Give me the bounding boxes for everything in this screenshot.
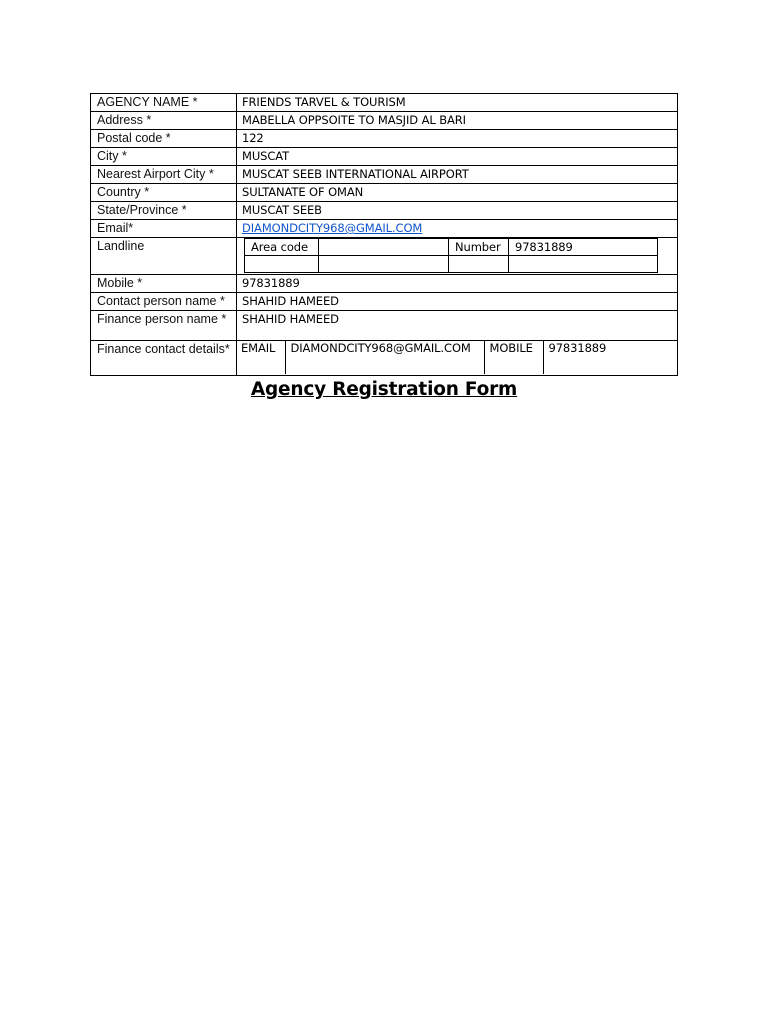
table-row	[91, 275, 678, 293]
country-label: Country *	[91, 184, 237, 202]
finance-email-label: EMAIL	[241, 341, 276, 355]
table-row	[91, 238, 678, 275]
area-code-value	[319, 239, 449, 256]
finance-email-value: DIAMONDCITY968@GMAIL.COM	[285, 340, 484, 374]
table-row	[91, 148, 678, 166]
postal-code-value: 122	[237, 130, 678, 148]
agency-name-label: AGENCY NAME *	[91, 94, 237, 112]
state-province-label: State/Province *	[91, 202, 237, 220]
finance-contact-cell	[237, 341, 678, 376]
city-value: MUSCAT	[237, 148, 678, 166]
table-row	[91, 112, 678, 130]
finance-mobile-label: MOBILE	[484, 340, 543, 374]
landline-empty-cell	[449, 256, 509, 273]
nearest-airport-label: Nearest Airport City *	[91, 166, 237, 184]
table-row	[91, 311, 678, 341]
landline-empty-cell	[509, 256, 658, 273]
table-row	[91, 184, 678, 202]
finance-contact-label: Finance contact details*	[91, 341, 237, 376]
finance-mobile-value: 97831889	[543, 340, 677, 374]
table-row	[91, 202, 678, 220]
landline-subtable	[244, 238, 658, 273]
email-label: Email*	[91, 220, 237, 238]
table-row	[91, 341, 678, 376]
agency-name-value: FRIENDS TARVEL & TOURISM	[237, 94, 678, 112]
contact-person-label: Contact person name *	[91, 293, 237, 311]
email-value-cell	[237, 220, 678, 238]
number-value: 97831889	[509, 239, 658, 256]
address-value: MABELLA OPPSOITE TO MASJID AL BARI	[237, 112, 678, 130]
landline-empty-cell	[319, 256, 449, 273]
contact-person-value: SHAHID HAMEED	[237, 293, 678, 311]
table-row	[91, 293, 678, 311]
city-label: City *	[91, 148, 237, 166]
landline-label: Landline	[91, 238, 237, 275]
postal-code-label: Postal code *	[91, 130, 237, 148]
mobile-label: Mobile *	[91, 275, 237, 293]
agency-registration-table	[90, 93, 678, 376]
finance-contact-subtable	[236, 340, 677, 374]
email-link[interactable]: DIAMONDCITY968@GMAIL.COM	[242, 221, 423, 235]
nearest-airport-value: MUSCAT SEEB INTERNATIONAL AIRPORT	[237, 166, 678, 184]
finance-person-label: Finance person name *	[91, 311, 237, 341]
landline-cell	[237, 238, 678, 275]
page-title: Agency Registration Form	[250, 379, 518, 400]
table-row	[91, 130, 678, 148]
area-code-label: Area code	[245, 239, 319, 256]
landline-empty-cell	[245, 256, 319, 273]
table-row	[91, 166, 678, 184]
mobile-value: 97831889	[237, 275, 678, 293]
address-label: Address *	[91, 112, 237, 130]
state-province-value: MUSCAT SEEB	[237, 202, 678, 220]
country-value: SULTANATE OF OMAN	[237, 184, 678, 202]
table-row	[91, 220, 678, 238]
number-label: Number	[449, 239, 509, 256]
finance-person-value: SHAHID HAMEED	[237, 311, 678, 341]
table-row	[91, 94, 678, 112]
